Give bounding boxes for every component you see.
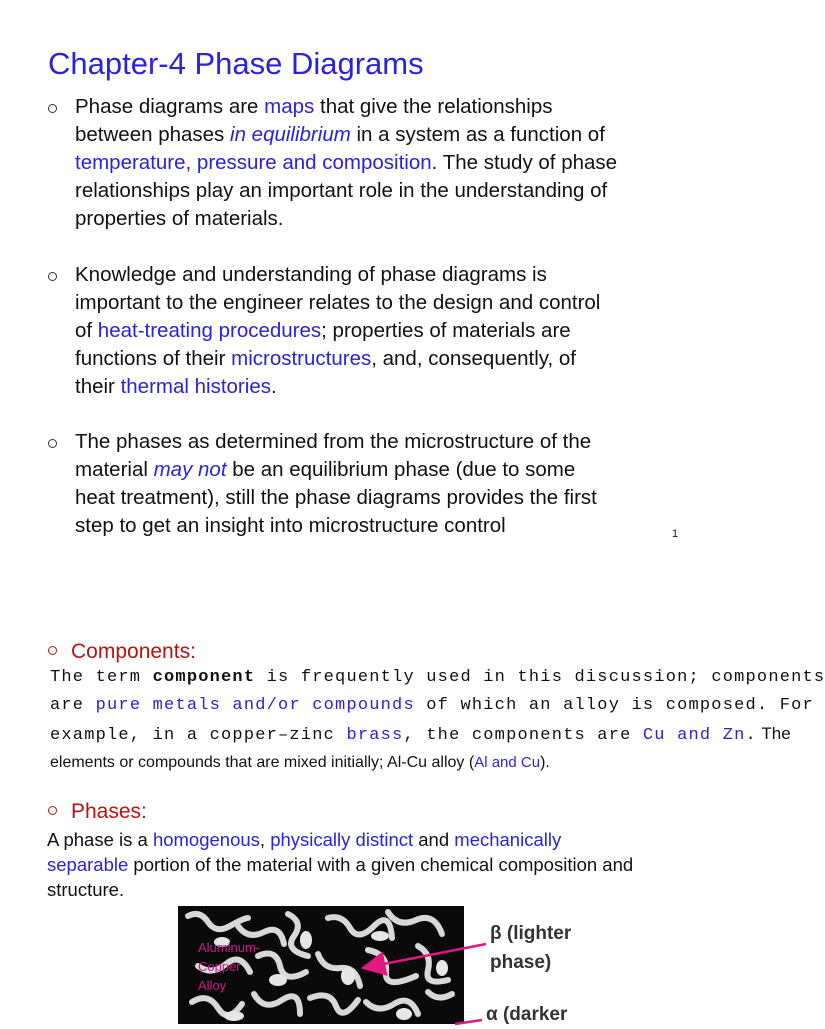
caption-line: Aluminum- bbox=[198, 940, 261, 955]
text: The term bbox=[50, 668, 153, 687]
alpha-arrow bbox=[455, 1020, 482, 1024]
heading-text: Components: bbox=[71, 640, 196, 663]
keyword: separable bbox=[47, 854, 129, 875]
keyword: microstructures bbox=[231, 347, 372, 370]
caption-line: Copper bbox=[198, 959, 241, 974]
keyword: thermal histories bbox=[120, 375, 271, 398]
beta-arrow bbox=[368, 944, 486, 967]
keyword: physically distinct bbox=[270, 829, 414, 850]
text-line: heat treatment), still the phase diagrams provides the first bbox=[75, 486, 597, 509]
keyword: pure metals and/or compounds bbox=[95, 696, 415, 715]
heading-text: Phases: bbox=[71, 800, 147, 823]
text: elements or compounds that are mixed initially; Al-Cu alloy ( bbox=[50, 754, 475, 771]
text: and bbox=[413, 829, 455, 850]
keyword: maps bbox=[264, 95, 315, 118]
keyword: component bbox=[152, 668, 256, 687]
text: is frequently used in this discussion; components bbox=[255, 668, 825, 687]
text: ). bbox=[540, 754, 550, 771]
text: , bbox=[259, 829, 271, 850]
text: functions of their bbox=[75, 347, 232, 370]
text: material bbox=[75, 458, 154, 481]
text: of bbox=[75, 319, 98, 342]
keyword: may not bbox=[153, 458, 227, 481]
alpha-phase-label bbox=[486, 1000, 567, 1029]
text: , the components are bbox=[403, 726, 643, 745]
keyword: temperature, pressure and composition bbox=[75, 151, 432, 174]
text-line: Knowledge and understanding of phase diagrams is bbox=[75, 263, 547, 286]
text-line: important to the engineer relates to the design and control bbox=[75, 291, 601, 314]
keyword: brass bbox=[346, 726, 404, 745]
label-line: α (darker bbox=[486, 1004, 568, 1025]
text: that give the relationships bbox=[314, 95, 553, 118]
text-line: properties of materials. bbox=[75, 207, 284, 230]
text-line: The phases as determined from the microstructure of the bbox=[75, 430, 592, 453]
text: portion of the material with a given chemical composition and bbox=[128, 854, 634, 875]
text: . bbox=[270, 375, 277, 398]
text: . bbox=[745, 726, 757, 745]
label-line: phase) bbox=[490, 952, 552, 973]
text: , and, consequently, of bbox=[371, 347, 576, 370]
beta-phase-label bbox=[490, 919, 571, 977]
text-line: step to get an insight into microstructure control bbox=[75, 514, 506, 537]
caption-line: Alloy bbox=[198, 978, 227, 993]
text: are bbox=[50, 696, 96, 715]
page-number: 1 bbox=[672, 528, 679, 540]
text: between phases bbox=[75, 123, 231, 146]
text: ; properties of materials are bbox=[321, 319, 571, 342]
keyword: in equilibrium bbox=[230, 123, 351, 146]
text: example, in a copper–zinc bbox=[50, 726, 347, 745]
text: structure. bbox=[47, 879, 125, 900]
keyword: homogenous bbox=[152, 829, 260, 850]
text: their bbox=[75, 375, 121, 398]
text: Phase diagrams are bbox=[75, 95, 265, 118]
text-line: relationships play an important role in the understanding of bbox=[75, 179, 608, 202]
label-line: β (lighter bbox=[490, 923, 572, 944]
keyword: Al and Cu bbox=[474, 754, 541, 771]
keyword: mechanically bbox=[454, 829, 562, 850]
keyword: heat-treating procedures bbox=[97, 319, 322, 342]
text: . The study of phase bbox=[431, 151, 618, 174]
text: be an equilibrium phase (due to some bbox=[226, 458, 576, 481]
keyword: Cu and Zn bbox=[642, 726, 746, 745]
text: The bbox=[756, 724, 791, 743]
text: of which an alloy is composed. For bbox=[414, 696, 814, 715]
text: A phase is a bbox=[47, 829, 153, 850]
slide-title: Chapter-4 Phase Diagrams bbox=[48, 46, 424, 81]
text: in a system as a function of bbox=[350, 123, 605, 146]
